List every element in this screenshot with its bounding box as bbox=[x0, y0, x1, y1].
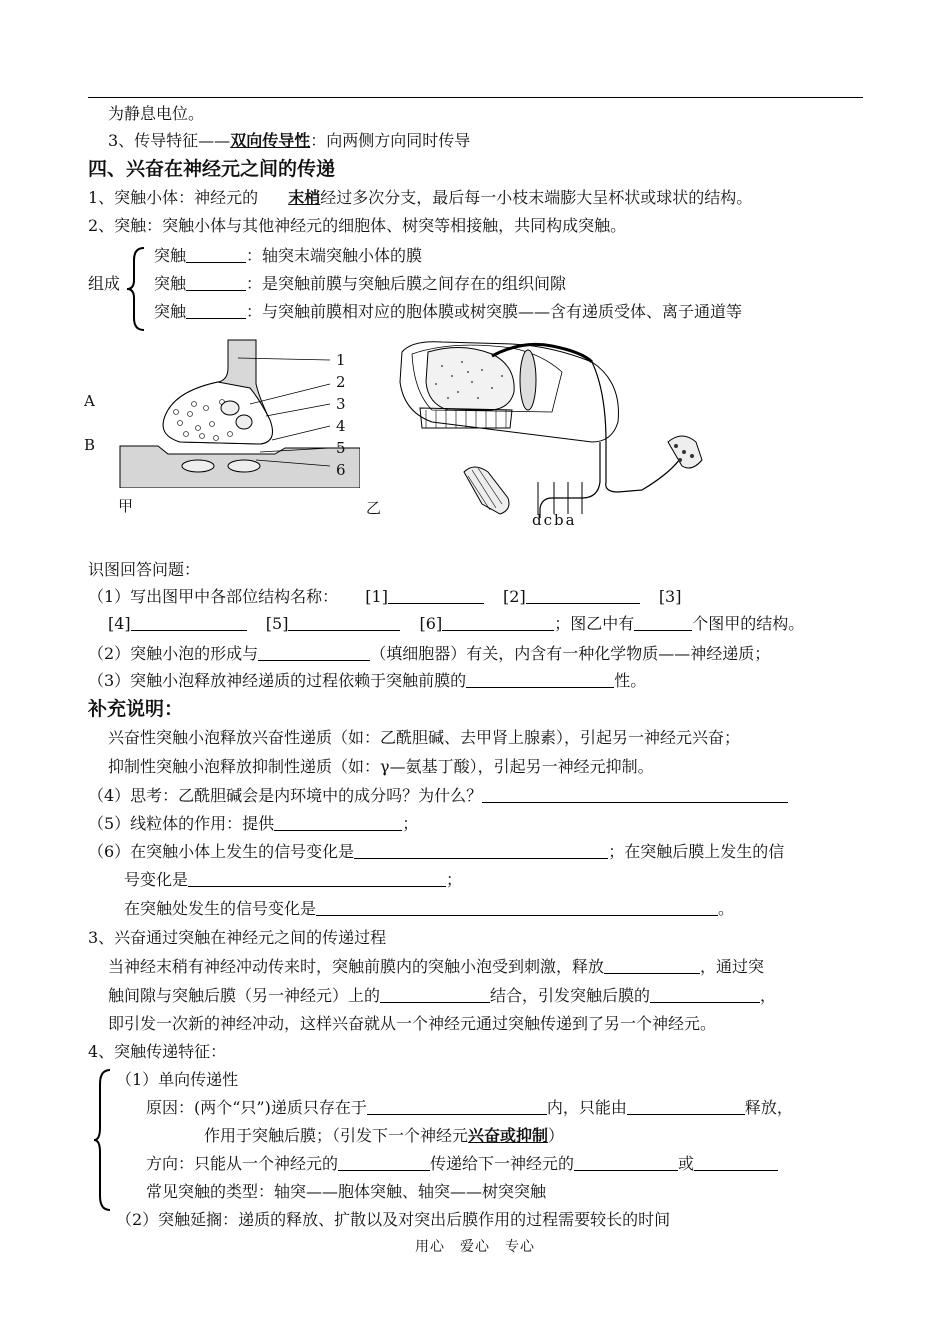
answer-blank[interactable] bbox=[388, 588, 484, 604]
question-2: （2）突触小泡的形成与 （填细胞器）有关，内含有一种化学物质——神经递质； bbox=[88, 644, 771, 663]
text-line: 作用于突触后膜；（引发下一个神经元兴奋或抑制） bbox=[204, 1126, 565, 1145]
question-4: （4）思考：乙酰胆碱会是内环境中的成分吗？为什么？ bbox=[88, 786, 788, 806]
answer-blank[interactable] bbox=[650, 987, 760, 1003]
answer-blank[interactable] bbox=[694, 1155, 778, 1171]
text-line: 1、突触小体：神经元的 末梢经过多次分支，最后每一小枝末端膨大呈杯状或球状的结构。 bbox=[88, 188, 753, 207]
text-line: 触间隙与突触后膜（另一神经元）上的 结合，引发突触后膜的 ， bbox=[108, 986, 777, 1005]
answer-blank[interactable] bbox=[316, 900, 718, 916]
reflex-arc-diagram bbox=[392, 332, 712, 532]
brace-icon bbox=[92, 1068, 114, 1212]
text-line: 为静息电位。 bbox=[108, 104, 205, 123]
section-heading: 3、兴奋通过突触在神经元之间的传递过程 bbox=[88, 928, 387, 947]
figure-number: 4 bbox=[336, 417, 346, 435]
answer-blank[interactable] bbox=[354, 843, 608, 859]
answer-blank[interactable] bbox=[131, 615, 247, 631]
text-line: （1）单向传递性 bbox=[116, 1070, 239, 1089]
section-title: 补充说明： bbox=[88, 698, 184, 720]
header-rule bbox=[88, 97, 863, 98]
question-6b: 号变化是 ； bbox=[124, 870, 463, 889]
question-6c: 在突触处发生的信号变化是 。 bbox=[124, 899, 735, 918]
page-footer: 用心 爱心 专心 bbox=[415, 1239, 535, 1255]
composition-item: 突触 ：是突触前膜与突触后膜之间存在的组织间隙 bbox=[154, 274, 567, 293]
figure-label-a: A bbox=[84, 392, 95, 410]
text-line: 3、传导特征——双向传导性：向两侧方向同时传导 bbox=[108, 131, 471, 150]
answer-blank[interactable] bbox=[604, 958, 700, 974]
text-line: 方向：只能从一个神经元的 传递给下一神经元的 或 bbox=[146, 1154, 778, 1174]
answer-blank[interactable] bbox=[188, 871, 446, 887]
question-5: （5）线粒体的作用：提供 ； bbox=[88, 814, 419, 833]
composition-item: 突触 ：与突触前膜相对应的胞体膜或树突膜——含有递质受体、离子通道等 bbox=[154, 302, 743, 321]
synapse-diagram bbox=[110, 338, 360, 488]
figure-number: 2 bbox=[336, 373, 346, 391]
answer-blank[interactable] bbox=[258, 645, 370, 661]
answer-blank[interactable] bbox=[526, 588, 640, 604]
figure-letters: dcba bbox=[532, 511, 577, 529]
answer-blank[interactable] bbox=[627, 1099, 745, 1115]
section-title: 四、兴奋在神经元之间的传递 bbox=[88, 158, 336, 180]
text-line: 即引发一次新的神经冲动，这样兴奋就从一个神经元通过突触传递到了另一个神经元。 bbox=[108, 1014, 717, 1033]
text-line: 识图回答问题： bbox=[88, 560, 201, 579]
text-line: 原因：(两个“只”)递质只存在于 内，只能由 释放， bbox=[146, 1098, 793, 1117]
emphasis: 双向传导性 bbox=[230, 131, 311, 150]
figure-number: 5 bbox=[336, 439, 346, 457]
answer-blank[interactable] bbox=[634, 615, 692, 631]
answer-blank[interactable] bbox=[380, 987, 490, 1003]
figure-caption-jia: 甲 bbox=[118, 497, 134, 515]
figure-label-b: B bbox=[84, 436, 96, 454]
figure-number: 1 bbox=[336, 351, 346, 369]
question-1b: [4] [5] [6] ；图乙中有 个图甲的结构。 bbox=[108, 614, 805, 633]
section-heading: 4、突触传递特征： bbox=[88, 1042, 227, 1061]
answer-blank[interactable] bbox=[574, 1155, 678, 1171]
figure-number: 6 bbox=[336, 461, 346, 479]
question-6a: （6）在突触小体上发生的信号变化是 ；在突触后膜上发生的信 bbox=[88, 842, 785, 861]
text-line: 兴奋性突触小泡释放兴奋性递质（如：乙酰胆碱、去甲肾上腺素），引起另一神经元兴奋； bbox=[108, 728, 741, 747]
answer-blank[interactable] bbox=[288, 615, 400, 631]
text-line: （2）突触延搁：递质的释放、扩散以及对突出后膜作用的过程需要较长的时间 bbox=[116, 1210, 671, 1229]
text-line: 常见突触的类型：轴突——胞体突触、轴突——树突突触 bbox=[146, 1182, 547, 1201]
text-line: 抑制性突触小泡释放抑制性递质（如：γ—氨基丁酸），引起另一神经元抑制。 bbox=[108, 757, 654, 776]
text-line: 当神经末稍有神经冲动传来时，突触前膜内的突触小泡受到刺激，释放 ，通过突 bbox=[108, 957, 765, 976]
emphasis: 兴奋或抑制 bbox=[468, 1126, 549, 1145]
figure-caption-yi: 乙 bbox=[366, 499, 382, 517]
composition-label: 组成 bbox=[88, 274, 121, 293]
answer-blank[interactable] bbox=[338, 1155, 430, 1171]
brace-icon bbox=[124, 246, 150, 332]
question-1a: （1）写出图甲中各部位结构名称： [1] [2] [3] bbox=[88, 587, 682, 606]
composition-item: 突触 ：轴突末端突触小体的膜 bbox=[154, 246, 423, 265]
question-3: （3）突触小泡释放神经递质的过程依赖于突触前膜的 性。 bbox=[88, 671, 647, 690]
figure-number: 3 bbox=[336, 395, 346, 413]
answer-blank[interactable] bbox=[274, 815, 402, 831]
answer-blank[interactable] bbox=[367, 1099, 547, 1115]
answer-blank[interactable] bbox=[482, 787, 788, 803]
answer-blank[interactable] bbox=[466, 672, 614, 688]
answer: 末梢 bbox=[288, 188, 321, 207]
answer-blank[interactable] bbox=[442, 615, 554, 631]
text-line: 2、突触：突触小体与其他神经元的细胞体、树突等相接触，共同构成突触。 bbox=[88, 216, 627, 235]
